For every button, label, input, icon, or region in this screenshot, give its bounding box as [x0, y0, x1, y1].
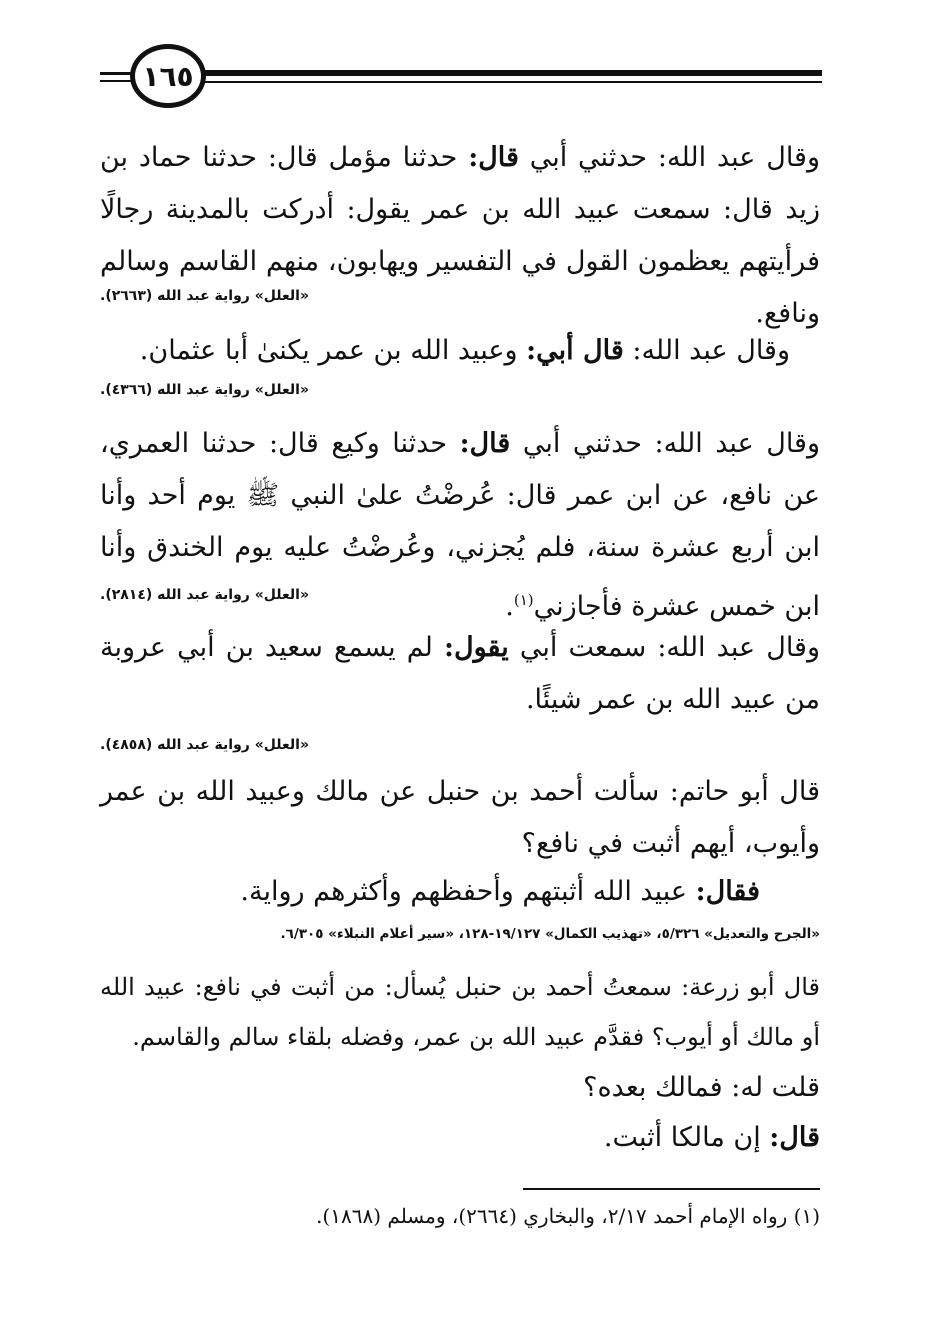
paragraph-9-text: إن مالكا أثبت. — [603, 1122, 770, 1153]
paragraph-3-bold: قال: — [459, 428, 511, 459]
paragraph-4-text: لم يسمع سعيد بن أبي عروبة من عبيد الله بن عمر شيئًا. — [100, 632, 820, 715]
footnote-marker: (١) — [513, 591, 534, 609]
paragraph-4 — [100, 622, 820, 726]
paragraph-7-text: قال أبو زرعة: سمعتُ أحمد بن حنبل يُسأل: من أثبت في نافع: عبيد الله أو مالك أو أيوب؟ فقدَّم عبيد الله بن عمر، وفضله بلقاء سالم والقاسم. — [100, 973, 820, 1051]
footnote-rule — [523, 1188, 820, 1190]
page-number-badge — [130, 44, 206, 108]
paragraph-2-text: وعبيد الله بن عمر يكنىٰ أبا عثمان. — [139, 335, 527, 366]
paragraph-1-lead: وقال عبد الله: حدثني أبي — [518, 142, 820, 173]
paragraph-8-text: قلت له: فمالك بعده؟ — [583, 1072, 820, 1103]
paragraph-9-bold: قال: — [769, 1122, 820, 1153]
paragraph-3-text: حدثنا وكيع قال: حدثنا العمري، عن نافع، عن ابن عمر قال: عُرضْتُ علىٰ النبي ﷺ يوم أحد وأنا ابن أربع عشرة سنة، فلم يُجزني، وعُرضْتُ عليه يوم الخندق وأنا ابن خمس عشرة فأجازني — [100, 428, 820, 622]
reference-3: «العلل» رواية عبد الله (٢٨١٤). — [100, 587, 309, 603]
paragraph-2-lead: وقال عبد الله: — [623, 335, 790, 366]
paragraph-4-bold: يقول: — [444, 632, 509, 663]
paragraph-2-bold: قال أبي: — [526, 335, 624, 366]
paragraph-4-lead: وقال عبد الله: سمعت أبي — [508, 632, 820, 663]
header-rule-thick — [200, 70, 822, 76]
footnote: (١) رواه الإمام أحمد ٢/١٧، والبخاري (٢٦٦٤)، ومسلم (١٨٦٨). — [316, 1204, 820, 1228]
paragraph-6-bold: فقال: — [695, 876, 760, 907]
reference-1: «العلل» رواية عبد الله (٢٦٦٣). — [100, 288, 309, 304]
paragraph-5-text: قال أبو حاتم: سألت أحمد بن حنبل عن مالك وعبيد الله بن عمر وأيوب، أيهم أثبت في نافع؟ — [100, 776, 820, 859]
page-number: ١٦٥ — [142, 59, 194, 93]
paragraph-3-end: . — [505, 591, 514, 622]
paragraph-3-lead: وقال عبد الله: حدثني أبي — [510, 428, 821, 459]
header-rule-thin — [200, 81, 822, 83]
paragraph-2 — [100, 325, 820, 377]
reference-6: «الجرح والتعديل» ٥/٣٢٦، «تهذيب الكمال» ١٩/١٢٧-١٢٨، «سير أعلام النبلاء» ٦/٣٠٥. — [280, 926, 820, 942]
paragraph-9 — [604, 1122, 880, 1153]
paragraph-6-text: عبيد الله أثبتهم وأحفظهم وأكثرهم رواية. — [240, 876, 696, 907]
reference-4: «العلل» رواية عبد الله (٤٨٥٨). — [100, 737, 309, 753]
paragraph-6 — [100, 866, 820, 918]
paragraph-8 — [583, 1072, 880, 1103]
reference-2: «العلل» رواية عبد الله (٤٣٦٦). — [100, 382, 309, 398]
paragraph-1-text: حدثنا مؤمل قال: حدثنا حماد بن زيد قال: سمعت عبيد الله بن عمر يقول: أدركت بالمدينة رجالًا فرأيتهم يعظمون القول في التفسير ويهابون، منهم القاسم وسالم ونافع. — [100, 142, 820, 329]
paragraph-7 — [100, 962, 820, 1062]
paragraph-1-bold: قال: — [468, 142, 519, 173]
paragraph-1 — [100, 132, 820, 340]
paragraph-5 — [100, 766, 820, 870]
